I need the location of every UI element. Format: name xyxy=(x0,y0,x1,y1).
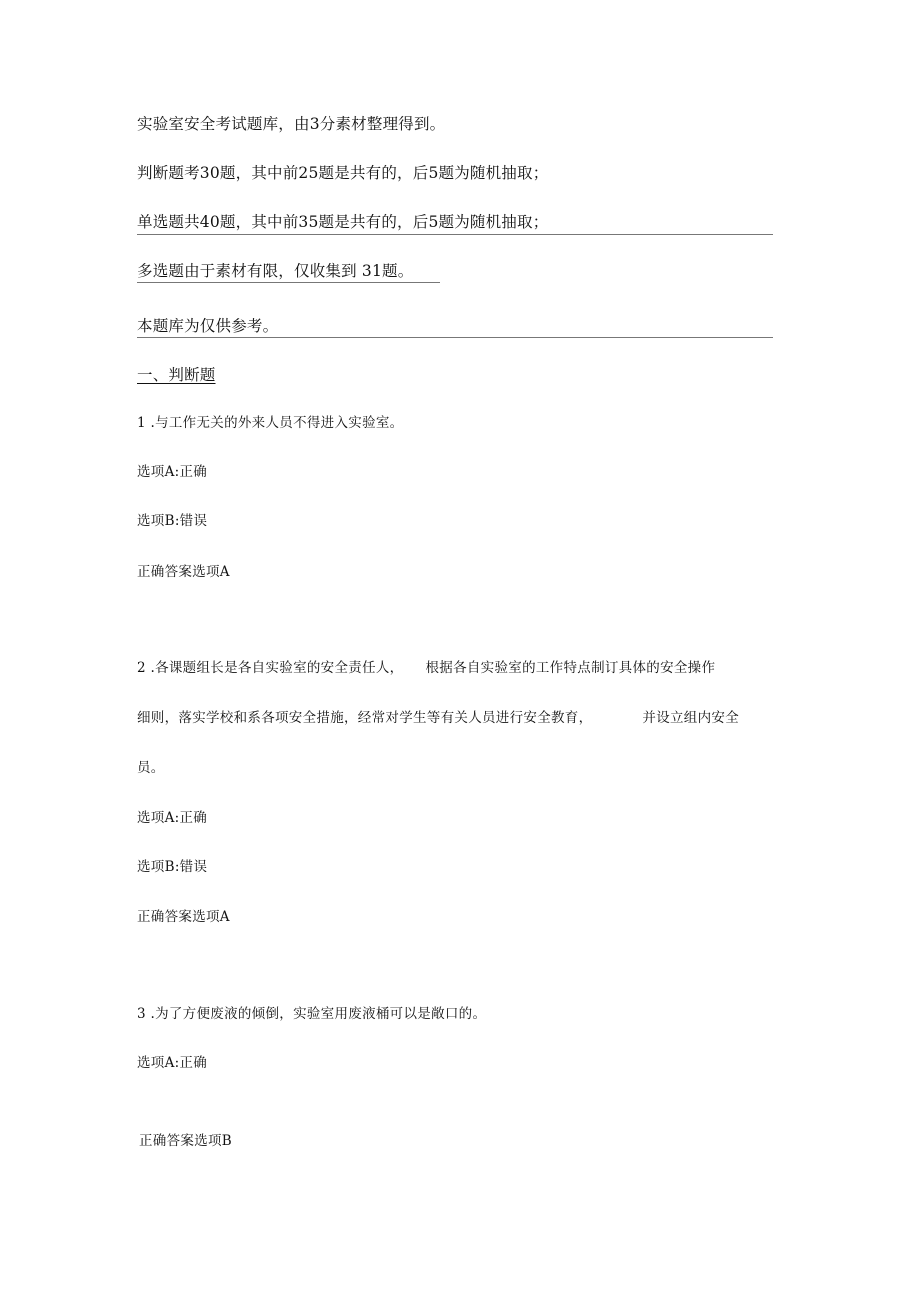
question-2-option-a: 选项A:正确 xyxy=(137,810,208,826)
question-2 xyxy=(137,662,715,676)
intro-line-4: 多选题由于素材有限，仅收集到 31题。 xyxy=(137,262,414,280)
divider-line xyxy=(137,234,773,235)
question-number: 3 xyxy=(137,1006,146,1022)
question-2-line-3: 员。 xyxy=(137,760,165,776)
question-number: 1 xyxy=(137,415,146,431)
question-1-option-b: 选项B:错误 xyxy=(137,513,208,529)
section-title: 一、判断题 xyxy=(137,366,216,384)
question-1-option-a: 选项A:正确 xyxy=(137,464,208,480)
question-number: 2 xyxy=(137,660,146,676)
intro-line-5: 本题库为仅供参考。 xyxy=(137,317,279,335)
question-3-answer: 正确答案选项B xyxy=(139,1133,233,1149)
question-text: .与工作无关的外来人员不得进入实验室。 xyxy=(150,415,404,431)
question-2-option-b: 选项B:错误 xyxy=(137,859,208,875)
question-text: 细则，落实学校和系各项安全措施，经常对学生等有关人员进行安全教育， xyxy=(137,710,593,726)
intro-line-2: 判断题考30题，其中前25题是共有的，后5题为随机抽取； xyxy=(137,164,549,182)
divider-line xyxy=(137,337,773,338)
question-text-continued: 根据各自实验室的工作特点制订具体的安全操作 xyxy=(425,660,716,676)
question-2-answer: 正确答案选项A xyxy=(137,909,230,925)
question-1 xyxy=(137,417,403,431)
question-1-answer: 正确答案选项A xyxy=(137,564,230,580)
question-3 xyxy=(137,1008,486,1022)
divider-line xyxy=(137,282,440,283)
question-2-line-2 xyxy=(137,712,739,726)
intro-line-1: 实验室安全考试题库，由3分素材整理得到。 xyxy=(137,115,446,133)
question-text: .为了方便废液的倾倒，实验室用废液桶可以是敞口的。 xyxy=(150,1006,487,1022)
question-text: .各课题组长是各自实验室的安全责任人， xyxy=(150,660,404,676)
intro-line-3: 单选题共40题，其中前35题是共有的，后5题为随机抽取； xyxy=(137,213,549,231)
question-3-option-a: 选项A:正确 xyxy=(137,1055,208,1071)
question-text-continued: 并设立组内安全 xyxy=(642,710,740,726)
